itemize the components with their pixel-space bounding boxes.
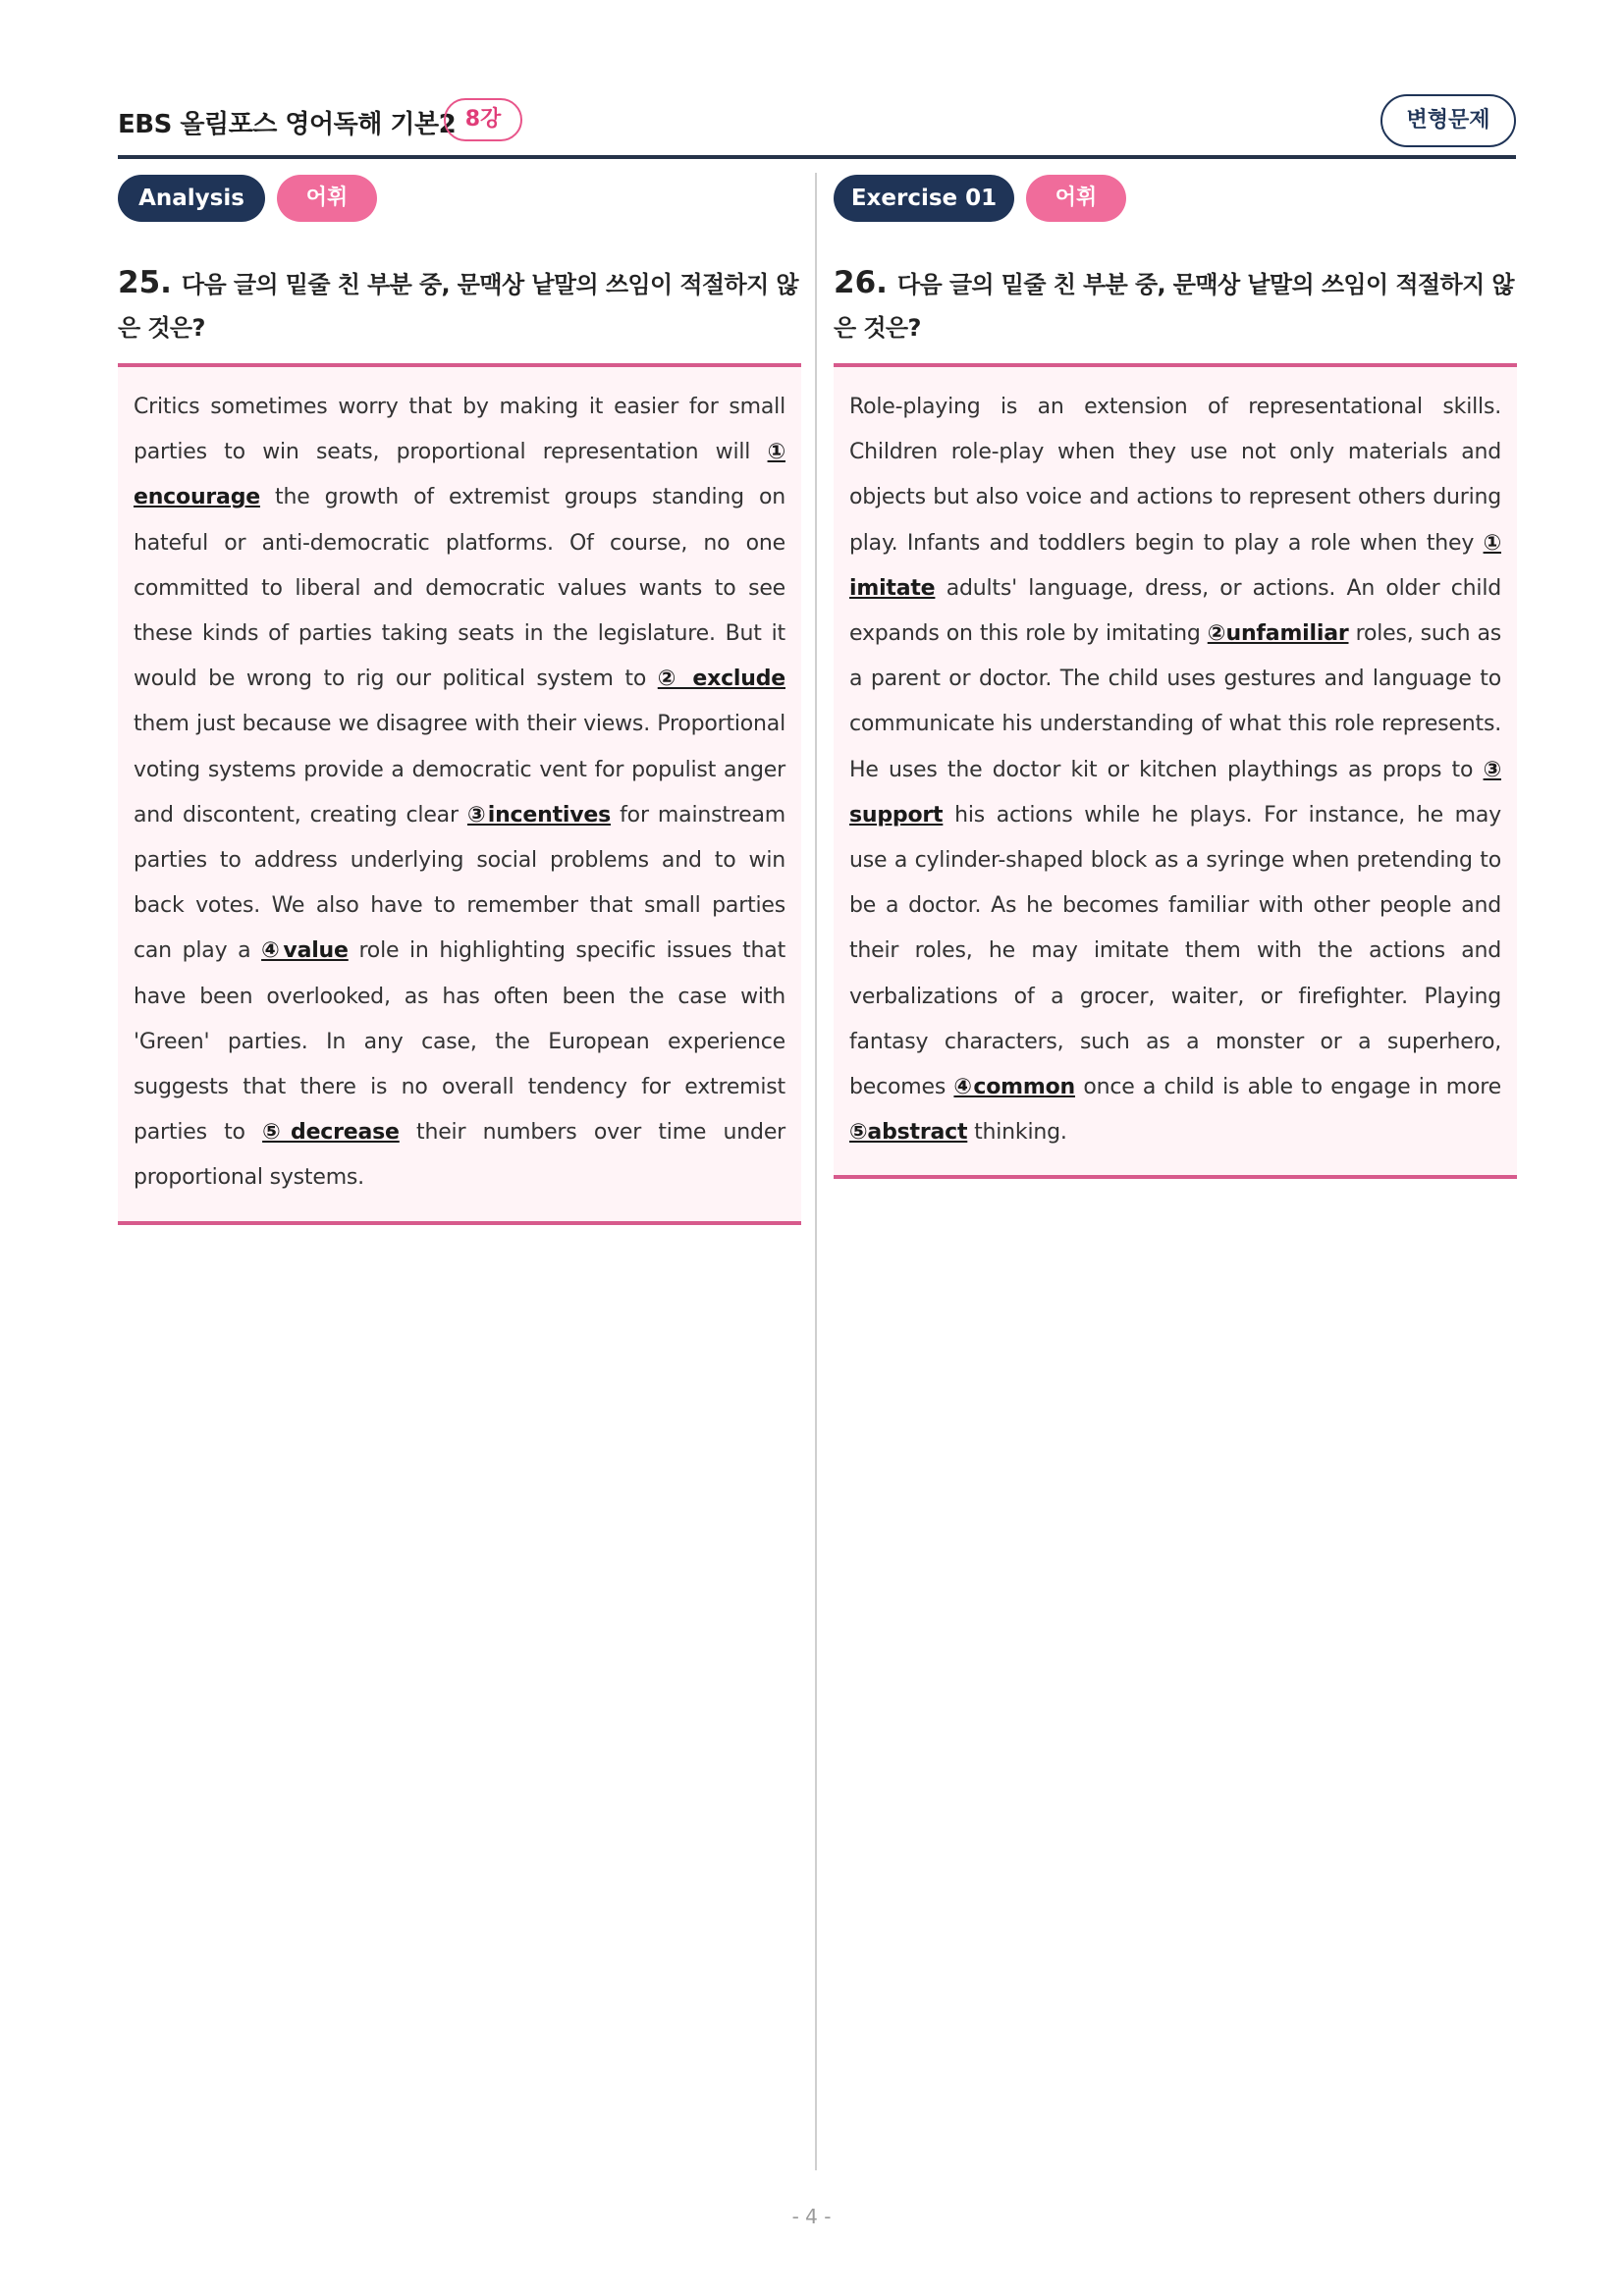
right-tags — [834, 173, 1517, 224]
book-title: EBS 올림포스 영어독해 기본2 — [118, 110, 457, 139]
question-26 — [834, 261, 1517, 349]
passage-text: their numbers over time under proportional systems. — [134, 1120, 785, 1191]
column-divider — [815, 173, 817, 2170]
right-column — [834, 173, 1517, 1179]
type-badge: 변형문제 — [1380, 94, 1516, 147]
question-number: 26. — [834, 265, 888, 300]
underlined-word: ⑤abstract — [849, 1120, 968, 1146]
underlined-word: ②unfamiliar — [1207, 621, 1349, 647]
underlined-word: ③incentives — [466, 802, 611, 828]
passage-text: for mainstream parties to address underlying social problems and to win back votes. We also have to remember that small parties can play a — [134, 802, 785, 964]
vocab-tag-left: 어휘 — [277, 175, 377, 222]
left-column — [118, 173, 801, 1225]
underlined-word: ② exclude — [657, 667, 785, 692]
passage-25 — [118, 367, 801, 1221]
analysis-tag: Analysis — [118, 175, 265, 222]
passage-bottom-rule — [118, 1221, 801, 1225]
passage-text: roles, such as a parent or doctor. The child uses gestures and language to communicate his understanding of what this role represents. He uses the doctor kit or kitchen playthings as props to — [849, 621, 1501, 782]
passage-text: the growth of extremist groups standing on hateful or anti-democratic platforms. Of course, no one committed to liberal and democratic values wants to see these kinds of parties taking seats in the legislature. But it would be wrong to rig our political system to — [134, 485, 785, 692]
page-header — [118, 94, 1516, 157]
exercise-tag: Exercise 01 — [834, 175, 1014, 222]
vocab-tag-right: 어휘 — [1026, 175, 1126, 222]
passage-text: adults' language, dress, or actions. An older child expands on this role by imitating — [849, 575, 1501, 647]
passage-text: once a child is able to engage in more — [1074, 1075, 1501, 1100]
underlined-word: ① imitate — [849, 530, 1501, 601]
left-tags — [118, 173, 801, 224]
passage-26 — [834, 367, 1517, 1175]
underlined-word: ① encourage — [134, 440, 785, 510]
question-25 — [118, 261, 801, 349]
underlined-word: ④common — [953, 1075, 1075, 1100]
passage-text: thinking. — [967, 1120, 1067, 1146]
passage-bottom-rule — [834, 1175, 1517, 1179]
passage-text: role in highlighting specific issues that have been overlooked, as has often been the case with 'Green' parties. In any case, the European experience suggests that there is no overall tendency for extremist parties to — [134, 938, 785, 1146]
passage-text: Critics sometimes worry that by making it easier for small parties to win seats, proportional representation will — [134, 395, 785, 465]
question-text: 다음 글의 밑줄 친 부분 중, 문맥상 낱말의 쓰임이 적절하지 않은 것은? — [118, 271, 799, 342]
header-divider — [118, 155, 1516, 159]
underlined-word: ③ support — [849, 757, 1501, 828]
passage-text: them just because we disagree with their views. Proportional voting systems provide a democratic vent for populist anger and discontent, creating clear — [134, 712, 785, 828]
passage-text: his actions while he plays. For instance, he may use a cylinder-shaped block as a syringe when pretending to be a doctor. As he becomes familiar with other people and their roles, he may imitate them with the actions and verbalizations of a grocer, waiter, or firefighter. Playing fantasy characters, such as a monster or a superhero, becomes — [849, 802, 1501, 1100]
lesson-badge: 8강 — [444, 98, 522, 141]
underlined-word: ④value — [261, 938, 349, 964]
question-number: 25. — [118, 265, 172, 300]
page-number: - 4 - — [791, 2205, 832, 2228]
question-text: 다음 글의 밑줄 친 부분 중, 문맥상 낱말의 쓰임이 적절하지 않은 것은? — [834, 271, 1515, 342]
underlined-word: ⑤decrease — [262, 1120, 400, 1146]
passage-text: Role-playing is an extension of representational skills. Children role-play when they use not only materials and objects but also voice and actions to represent others during play. Infants and toddlers begin to play a role when they — [849, 395, 1501, 556]
